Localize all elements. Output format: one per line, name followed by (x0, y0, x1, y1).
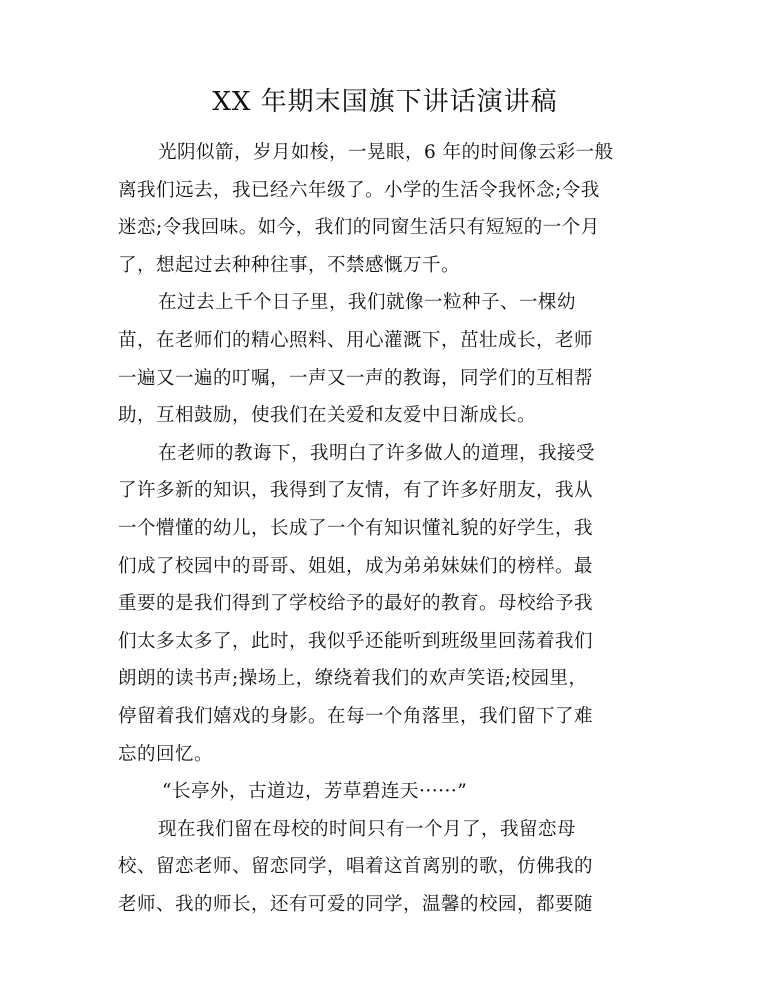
paragraph-1-line-3: 迷恋;令我回味。如今，我们的同窗生活只有短短的一个月 (118, 217, 600, 239)
paragraph-1-line-1: 光阴似箭，岁月如梭，一晃眼，6 年的时间像云彩一般 (158, 142, 614, 163)
paragraph-3-line-8: 停留着我们嬉戏的身影。在每一个角落里，我们留下了难 (118, 705, 594, 727)
paragraph-2-line-3: 一遍又一遍的叮嘱，一声又一声的教诲，同学们的互相帮 (118, 367, 594, 389)
paragraph-1-line-2: 离我们远去，我已经六年级了。小学的生活令我怀念;令我 (118, 179, 600, 201)
paragraph-3-line-1: 在老师的教诲下，我明白了许多做人的道理，我接受 (158, 442, 596, 464)
document-title: XX 年期末国旗下讲话演讲稿 (212, 87, 558, 117)
paragraph-3-line-7: 朗朗的读书声;操场上，缭绕着我们的欢声笑语;校园里， (118, 668, 588, 690)
paragraph-3-line-9: 忘的回忆。 (118, 743, 214, 765)
paragraph-5-line-3: 老师、我的师长，还有可爱的同学，温馨的校园，都要随 (118, 893, 594, 915)
paragraph-3-line-6: 们太多太多了，此时，我似乎还能听到班级里回荡着我们 (118, 630, 594, 652)
paragraph-3-line-4: 们成了校园中的哥哥、姐姐，成为弟弟妹妹们的榜样。最 (118, 555, 594, 577)
paragraph-4-quote-line: “长亭外，古道边，芳草碧连天······” (162, 781, 468, 803)
paragraph-5-line-1: 现在我们留在母校的时间只有一个月了，我留恋母 (158, 818, 577, 840)
paragraph-2-line-1: 在过去上千个日子里，我们就像一粒种子、一棵幼 (158, 292, 577, 314)
paragraph-1-line-4: 了，想起过去种种往事，不禁感慨万千。 (118, 254, 461, 276)
paragraph-3-line-5: 重要的是我们得到了学校给予的最好的教育。母校给予我 (118, 593, 594, 615)
paragraph-3-line-2: 了许多新的知识，我得到了友情，有了许多好朋友，我从 (118, 480, 594, 502)
document-body (118, 134, 654, 923)
paragraph-2-line-4: 助，互相鼓励，使我们在关爱和友爱中日渐成长。 (118, 405, 537, 427)
paragraph-2-line-2: 苗，在老师们的精心照料、用心灌溉下，茁壮成长，老师 (118, 329, 594, 351)
paragraph-3-line-3: 一个懵懂的幼儿，长成了一个有知识懂礼貌的好学生，我 (118, 517, 594, 539)
paragraph-5-line-2: 校、留恋老师、留恋同学，唱着这首离别的歌，仿佛我的 (118, 856, 594, 878)
